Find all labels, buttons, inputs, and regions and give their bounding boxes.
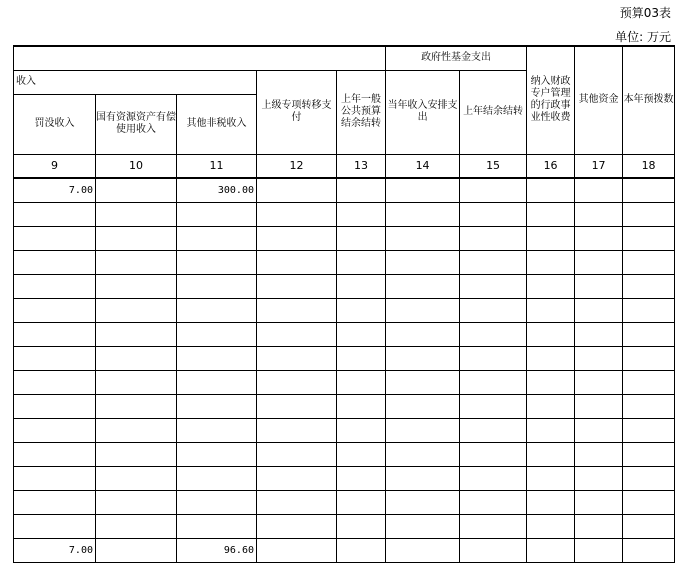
header-gov-fund-expense: 政府性基金支出 [386, 46, 527, 70]
total-row [14, 538, 675, 562]
table-row [14, 490, 675, 514]
table-row [14, 394, 675, 418]
table-cell [575, 178, 623, 202]
table-cell: 300.00 [177, 178, 257, 202]
table-cell [527, 538, 575, 562]
table-cell [386, 514, 460, 538]
table-cell [14, 346, 96, 370]
table-cell [257, 226, 337, 250]
table-cell [623, 490, 675, 514]
table-cell [257, 346, 337, 370]
table-cell [14, 490, 96, 514]
table-cell [386, 418, 460, 442]
table-cell [460, 394, 527, 418]
table-cell [386, 322, 460, 346]
table-cell: 96.60 [177, 538, 257, 562]
table-cell [460, 442, 527, 466]
table-cell [96, 490, 177, 514]
header-superior-transfer: 上级专项转移支付 [257, 70, 337, 154]
table-cell [14, 322, 96, 346]
table-cell [460, 538, 527, 562]
table-cell [386, 442, 460, 466]
table-cell [460, 346, 527, 370]
table-cell [14, 418, 96, 442]
table-cell [96, 514, 177, 538]
header-blank [14, 46, 386, 70]
table-cell [527, 466, 575, 490]
table-row [14, 202, 675, 226]
table-cell [527, 322, 575, 346]
header-fiscal-account-fees: 纳入财政专户管理的行政事业性收费 [527, 46, 575, 154]
table-cell [460, 250, 527, 274]
table-cell [257, 418, 337, 442]
table-cell [527, 226, 575, 250]
table-cell [177, 442, 257, 466]
table-cell [575, 490, 623, 514]
table-cell [575, 346, 623, 370]
table-cell [386, 490, 460, 514]
table-cell [623, 250, 675, 274]
table-cell [14, 370, 96, 394]
table-cell [257, 442, 337, 466]
table-cell [527, 250, 575, 274]
table-cell [14, 298, 96, 322]
table-cell [575, 298, 623, 322]
table-cell [386, 538, 460, 562]
column-number: 14 [386, 154, 460, 178]
table-cell [96, 466, 177, 490]
table-cell [257, 514, 337, 538]
table-cell [386, 202, 460, 226]
table-cell [623, 178, 675, 202]
form-id-label: 预算03表 [619, 6, 671, 20]
table-cell [337, 298, 386, 322]
table-cell [623, 298, 675, 322]
table-cell [575, 226, 623, 250]
column-number: 10 [96, 154, 177, 178]
table-cell [96, 274, 177, 298]
table-cell [96, 442, 177, 466]
table-cell [96, 178, 177, 202]
table-cell [96, 418, 177, 442]
table-cell [623, 322, 675, 346]
table-cell [14, 514, 96, 538]
table-cell [575, 322, 623, 346]
header-current-income-arranged: 当年收入安排支出 [386, 70, 460, 154]
table-cell [527, 298, 575, 322]
table-cell [337, 274, 386, 298]
table-cell [460, 490, 527, 514]
table-cell [177, 490, 257, 514]
table-cell [575, 250, 623, 274]
column-number: 18 [623, 154, 675, 178]
table-cell [527, 346, 575, 370]
table-cell [527, 370, 575, 394]
table-cell [386, 178, 460, 202]
table-row [14, 250, 675, 274]
table-cell [337, 370, 386, 394]
table-cell [14, 442, 96, 466]
header-state-assets: 国有资源资产有偿使用收入 [96, 94, 177, 154]
table-cell [257, 178, 337, 202]
budget-table [13, 45, 675, 563]
table-cell [96, 226, 177, 250]
table-cell [177, 394, 257, 418]
table-cell [337, 418, 386, 442]
table-cell [623, 202, 675, 226]
table-cell [575, 370, 623, 394]
table-cell [386, 346, 460, 370]
table-cell: 7.00 [14, 178, 96, 202]
table-cell [460, 322, 527, 346]
table-cell [257, 490, 337, 514]
table-cell [177, 226, 257, 250]
table-cell [575, 514, 623, 538]
table-cell [257, 322, 337, 346]
header-annual-allocation: 本年预拨数 [623, 46, 675, 154]
column-number: 12 [257, 154, 337, 178]
table-cell [575, 466, 623, 490]
table-cell [623, 418, 675, 442]
table-cell [386, 250, 460, 274]
table-cell [460, 298, 527, 322]
table-cell [337, 250, 386, 274]
table-cell [386, 274, 460, 298]
table-cell [14, 250, 96, 274]
table-cell [527, 394, 575, 418]
header-other-funds: 其他资金 [575, 46, 623, 154]
table-cell [575, 274, 623, 298]
table-cell [527, 418, 575, 442]
table-cell [337, 514, 386, 538]
table-cell [337, 322, 386, 346]
column-number: 17 [575, 154, 623, 178]
header-income: 收入 [14, 70, 257, 94]
table-cell [623, 466, 675, 490]
table-row [14, 298, 675, 322]
table-cell [96, 346, 177, 370]
table-cell [177, 466, 257, 490]
table-row [14, 274, 675, 298]
table-cell [177, 514, 257, 538]
table-cell [575, 202, 623, 226]
column-number: 15 [460, 154, 527, 178]
table-cell [527, 274, 575, 298]
table-cell [257, 466, 337, 490]
table-cell [386, 226, 460, 250]
table-cell [177, 298, 257, 322]
table-cell [257, 274, 337, 298]
table-cell [337, 202, 386, 226]
column-number: 9 [14, 154, 96, 178]
table-cell [337, 466, 386, 490]
table-row [14, 322, 675, 346]
table-cell [527, 178, 575, 202]
column-number: 16 [527, 154, 575, 178]
table-cell [96, 202, 177, 226]
header-fines: 罚没收入 [14, 94, 96, 154]
table-cell [527, 514, 575, 538]
table-cell [257, 538, 337, 562]
table-cell [177, 346, 257, 370]
table-cell [96, 322, 177, 346]
table-cell [460, 418, 527, 442]
column-number: 13 [337, 154, 386, 178]
table-cell [623, 370, 675, 394]
table-row [14, 346, 675, 370]
table-row [14, 418, 675, 442]
table-cell [460, 466, 527, 490]
table-cell [575, 394, 623, 418]
table-cell [460, 226, 527, 250]
table-cell [386, 370, 460, 394]
table-cell [337, 394, 386, 418]
table-cell [96, 298, 177, 322]
table-cell [14, 274, 96, 298]
table-cell [527, 490, 575, 514]
table-cell [96, 250, 177, 274]
table-cell [527, 202, 575, 226]
table-cell [337, 178, 386, 202]
table-cell [460, 178, 527, 202]
column-number: 11 [177, 154, 257, 178]
table-row [14, 226, 675, 250]
table-cell [386, 466, 460, 490]
table-cell [257, 298, 337, 322]
table-cell [386, 298, 460, 322]
table-cell [177, 274, 257, 298]
table-cell [623, 394, 675, 418]
table-cell [575, 418, 623, 442]
table-row [14, 514, 675, 538]
table-cell [177, 418, 257, 442]
table-cell [386, 394, 460, 418]
table-cell [177, 370, 257, 394]
table-cell [177, 250, 257, 274]
table-row [14, 178, 675, 202]
table-cell: 7.00 [14, 538, 96, 562]
table-cell [460, 370, 527, 394]
table-cell [460, 202, 527, 226]
table-cell [257, 202, 337, 226]
table-cell [623, 226, 675, 250]
table-cell [257, 394, 337, 418]
table-cell [337, 346, 386, 370]
table-cell [337, 490, 386, 514]
table-cell [96, 538, 177, 562]
header-prev-balance: 上年结余结转 [460, 70, 527, 154]
table-cell [527, 442, 575, 466]
table-cell [96, 394, 177, 418]
table-body [14, 178, 675, 562]
table-cell [460, 274, 527, 298]
table-row [14, 370, 675, 394]
table-cell [460, 514, 527, 538]
header-other-nontax: 其他非税收入 [177, 94, 257, 154]
table-cell [623, 514, 675, 538]
table-cell [623, 538, 675, 562]
header-prev-general-balance: 上年一般公共预算结余结转 [337, 70, 386, 154]
table-row [14, 466, 675, 490]
table-cell [575, 442, 623, 466]
table-cell [177, 322, 257, 346]
table-cell [623, 442, 675, 466]
table-cell [257, 250, 337, 274]
table-cell [337, 538, 386, 562]
table-cell [623, 274, 675, 298]
table-cell [14, 394, 96, 418]
table-row [14, 442, 675, 466]
table-cell [14, 226, 96, 250]
table-cell [177, 202, 257, 226]
unit-label: 单位: 万元 [615, 30, 671, 44]
table-cell [96, 370, 177, 394]
table-cell [14, 202, 96, 226]
table-cell [337, 226, 386, 250]
table-cell [14, 466, 96, 490]
table-cell [575, 538, 623, 562]
table-cell [337, 442, 386, 466]
table-cell [623, 346, 675, 370]
table-cell [257, 370, 337, 394]
